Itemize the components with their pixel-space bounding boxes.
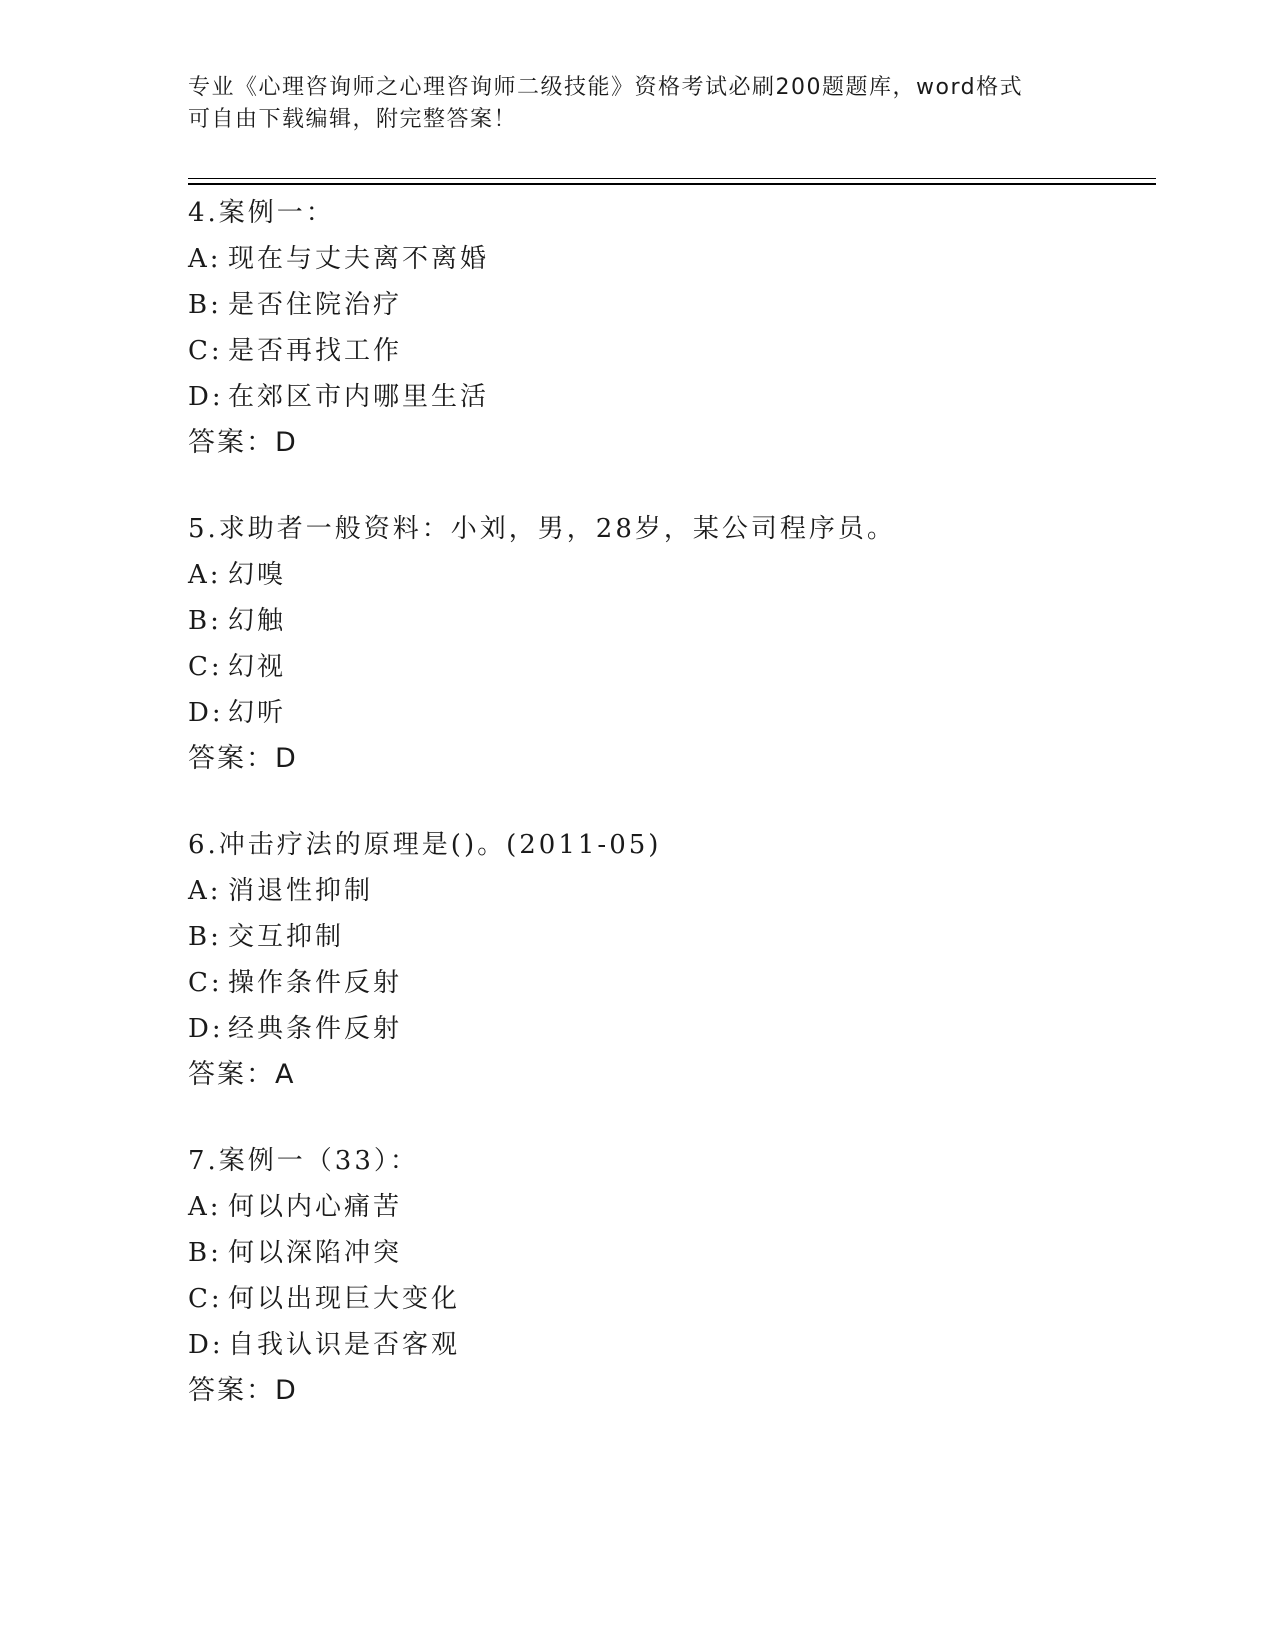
option-letter: D:: [188, 1014, 224, 1044]
option-text: 何以出现巨大变化: [228, 1284, 461, 1314]
option-text: 幻视: [228, 652, 287, 682]
option-letter: B:: [188, 290, 222, 320]
option-item: [188, 1322, 1156, 1368]
option-letter: D:: [188, 1330, 224, 1360]
option-text: 现在与丈夫离不离婚: [228, 244, 490, 274]
option-text: 消退性抑制: [228, 876, 374, 906]
option-text: 经典条件反射: [228, 1014, 403, 1044]
option-letter: B:: [188, 1238, 222, 1268]
option-letter: A:: [188, 1192, 222, 1222]
option-item: [188, 1230, 1156, 1276]
answer-line: 答案：D: [188, 1375, 298, 1406]
question-block: [188, 506, 1156, 782]
option-item: [188, 328, 1156, 374]
question-block: [188, 822, 1156, 1098]
document-header: [188, 72, 1088, 136]
option-letter: C:: [188, 1284, 223, 1314]
answer-line: 答案：A: [188, 1059, 296, 1090]
answer-line: 答案：D: [188, 743, 298, 774]
option-item: [188, 1276, 1156, 1322]
option-item: [188, 868, 1156, 914]
option-item: [188, 552, 1156, 598]
option-letter: A:: [188, 244, 222, 274]
option-text: 幻听: [228, 698, 287, 728]
option-letter: B:: [188, 922, 222, 952]
option-item: [188, 598, 1156, 644]
option-text: 何以深陷冲突: [228, 1238, 403, 1268]
option-letter: A:: [188, 560, 222, 590]
option-item: [188, 1184, 1156, 1230]
option-letter: D:: [188, 698, 224, 728]
option-text: 何以内心痛苦: [228, 1192, 403, 1222]
option-letter: D:: [188, 382, 224, 412]
question-stem: 5.求助者一般资料：小刘，男，28岁，某公司程序员。: [188, 514, 896, 544]
header-line-1: 专业《心理咨询师之心理咨询师二级技能》资格考试必刷200题题库，word格式: [188, 75, 1024, 100]
header-divider-thin: [188, 178, 1156, 179]
option-item: [188, 236, 1156, 282]
option-text: 操作条件反射: [228, 968, 403, 998]
option-text: 自我认识是否客观: [228, 1330, 461, 1360]
option-item: [188, 644, 1156, 690]
option-letter: A:: [188, 876, 222, 906]
question-stem: 6.冲击疗法的原理是()。(2011-05): [188, 830, 662, 860]
option-letter: C:: [188, 652, 223, 682]
header-line-2: 可自由下载编辑，附完整答案！: [188, 107, 518, 132]
question-block: [188, 190, 1156, 466]
header-divider-thick: [188, 183, 1156, 185]
question-list: [188, 190, 1156, 1454]
option-text: 幻触: [228, 606, 287, 636]
option-text: 在郊区市内哪里生活: [228, 382, 490, 412]
option-letter: C:: [188, 968, 223, 998]
option-item: [188, 914, 1156, 960]
option-letter: B:: [188, 606, 222, 636]
question-stem: 4.案例一：: [188, 198, 335, 228]
option-letter: C:: [188, 336, 223, 366]
option-text: 幻嗅: [228, 560, 287, 590]
option-item: [188, 1006, 1156, 1052]
option-item: [188, 282, 1156, 328]
answer-line: 答案：D: [188, 427, 298, 458]
option-text: 是否住院治疗: [228, 290, 403, 320]
option-item: [188, 374, 1156, 420]
option-text: 交互抑制: [228, 922, 345, 952]
question-block: [188, 1138, 1156, 1414]
option-item: [188, 960, 1156, 1006]
option-text: 是否再找工作: [228, 336, 403, 366]
question-stem: 7.案例一（33）：: [188, 1146, 419, 1176]
option-item: [188, 690, 1156, 736]
